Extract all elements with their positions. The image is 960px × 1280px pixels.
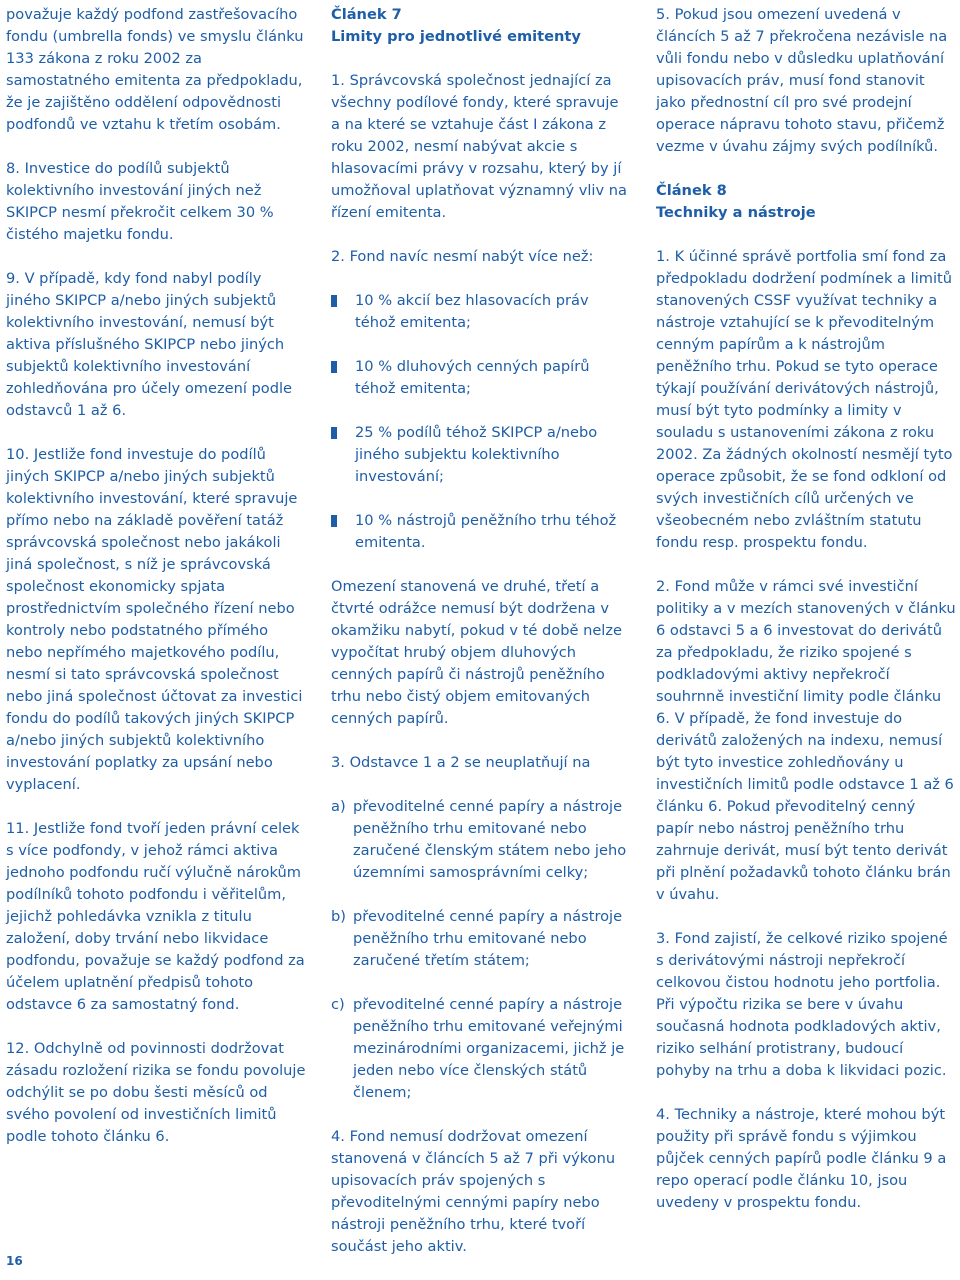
bullet-item — [331, 356, 631, 400]
article-8-number: Článek 8 — [656, 182, 727, 199]
paragraph-10: 10. Jestliže fond investuje do podílů jiných SKIPCP a/nebo jiných subjektů kolektivního investování, které spravuje přímo nebo na základě pověření tatáž správcovská společnost nebo jakákoli jiná společnost, s níž je správcovská společnost ekonomicky spjata prostřednictvím společného řízení nebo kontroly nebo podstatného přímého nebo nepřímého majetkového podílu, nesmí si tato správcovská společnost nebo jiná společnost účtovat za investici fondu do podílů takových jiných SKIPCP a/nebo jiných subjektů kolektivního investování poplatky za upsání nebo vyplacení. — [6, 446, 303, 793]
article-7-paragraph-5: 5. Pokud jsou omezení uvedená v článcích 5 až 7 překročena nezávisle na vůli fondu nebo v důsledku uplatňování upisovacích práv, musí fond stanovit jako přednostní cíl pro své prodejní operace nápravu tohoto stavu, přičemž vezme v úvahu zájmy svých podílníků. — [656, 6, 948, 155]
bullet-item — [331, 290, 631, 334]
article-7-paragraph-4: 4. Fond nemusí dodržovat omezení stanovená v článcích 5 až 7 při výkonu upisovacích práv spojených s převoditelnými cennými papíry nebo nástroji peněžního trhu, které tvoří součást jeho aktiv. — [331, 1128, 616, 1255]
article-8-paragraph-1: 1. K účinné správě portfolia smí fond za předpokladu dodržení podmínek a limitů stanovených CSSF využívat techniky a nástroje vztahující se k převoditelným cenným papírům a k nástrojům peněžního trhu. Pokud se tyto operace týkají používání derivátových nástrojů, musí být tyto podmínky a limity v souladu s ustanoveními zákona z roku 2002. Za žádných okolností nesmějí tyto operace způsobit, že se fond odkloní od svých investičních cílů určených ve všeobecném nebo zvláštním statutu fondu resp. prospektu fondu. — [656, 248, 953, 551]
item-text: převoditelné cenné papíry a nástroje peněžního trhu emitované nebo zaručené třetím státem; — [353, 908, 623, 969]
square-bullet-icon — [331, 427, 337, 439]
item-label: c) — [331, 996, 345, 1013]
paragraph-8: 8. Investice do podílů subjektů kolektivního investování jiných než SKIPCP nesmí překročit celkem 30 % čistého majetku fondu. — [6, 160, 274, 243]
article-8-paragraph-4: 4. Techniky a nástroje, které mohou být použity při správě fondu s výjimkou půjček cenných papírů podle článku 9 a repo operací podle článku 10, jsou uvedeny v prospektu fondu. — [656, 1106, 947, 1211]
column-right — [656, 4, 956, 1236]
bullet-text: 10 % dluhových cenných papírů téhož emitenta; — [355, 358, 590, 397]
column-left — [6, 4, 306, 1170]
article-8-paragraph-2: 2. Fond může v rámci své investiční politiky a v mezích stanovených v článku 6 odstavci 5 a 6 investovat do derivátů za předpokladu, že riziko spojené s podkladovými aktivy nepřekročí souhrnně investiční limity podle článku 6. V případě, že fond investuje do derivátů založených na indexu, nemusí být tyto investice zohledňovány u investičních limitů podle odstavce 1 až 6 článku 6. Pokud převoditelný cenný papír nebo nástroj peněžního trhu zahrnuje derivát, musí být tento derivát při plnění požadavků tohoto článku brán v úvahu. — [656, 578, 956, 903]
square-bullet-icon — [331, 361, 337, 373]
item-label: b) — [331, 908, 346, 925]
lettered-item — [331, 906, 631, 972]
square-bullet-icon — [331, 515, 337, 527]
item-text: převoditelné cenné papíry a nástroje peněžního trhu emitované veřejnými mezinárodními organizacemi, jichž je jeden nebo více členských států členem; — [353, 996, 625, 1101]
article-8-heading — [656, 180, 956, 224]
page-number: 16 — [6, 1254, 23, 1268]
article-7-title: Limity pro jednotlivé emitenty — [331, 28, 581, 45]
article-7-heading — [331, 4, 631, 48]
column-middle — [331, 4, 631, 1280]
article-8-paragraph-3: 3. Fond zajistí, že celkové riziko spojené s derivátovými nástroji nepřekročí celkovou čistou hodnotu jeho portfolia. Při výpočtu rizika se bere v úvahu současná hodnota podkladových aktiv, riziko selhání protistrany, budoucí pohyby na trhu a doba k likvidaci pozic. — [656, 930, 948, 1079]
paragraph-11: 11. Jestliže fond tvoří jeden právní celek s více podfondy, v jehož rámci aktiva jednoho podfondu ručí výlučně nárokům podílníků tohoto podfondu i věřitelům, jejichž pohledávka vznikla z titulu založení, doby trvání nebo likvidace podfondu, považuje se každý podfond za účelem uplatnění předpisů tohoto odstavce 6 za samostatný fond. — [6, 820, 305, 1013]
article-7-paragraph-2: 2. Fond navíc nesmí nabýt více než: — [331, 248, 594, 265]
paragraph-12: 12. Odchylně od povinnosti dodržovat zásadu rozložení rizika se fondu povoluje odchýlit se po dobu šesti měsíců od svého povolení od investičních limitů podle tohoto článku 6. — [6, 1040, 306, 1145]
bullet-text: 25 % podílů téhož SKIPCP a/nebo jiného subjektu kolektivního investování; — [355, 424, 598, 485]
paragraph-9: 9. V případě, kdy fond nabyl podíly jiného SKIPCP a/nebo jiných subjektů kolektivního investování, nemusí být aktiva příslušného SKIPCP nebo jiných subjektů kolektivního investování zohledňována pro účely omezení podle odstavců 1 až 6. — [6, 270, 293, 419]
bullet-text: 10 % akcií bez hlasovacích práv téhož emitenta; — [355, 292, 589, 331]
item-text: převoditelné cenné papíry a nástroje peněžního trhu emitované nebo zaručené členským státem nebo jeho územními samosprávními celky; — [353, 798, 627, 881]
paragraph-continuation: považuje každý podfond zastřešovacího fondu (umbrella fonds) ve smyslu článku 133 zákona z roku 2002 za samostatného emitenta za předpokladu, že je zajištěno oddělení odpovědnosti podfondů ve vztahu k třetím osobám. — [6, 6, 304, 133]
article-7-paragraph-3: 3. Odstavce 1 a 2 se neuplatňují na — [331, 754, 591, 771]
article-8-title: Techniky a nástroje — [656, 204, 816, 221]
lettered-item — [331, 994, 631, 1104]
bullet-item — [331, 422, 631, 488]
article-7-limits-note: Omezení stanovená ve druhé, třetí a čtvrté odrážce nemusí být dodržena v okamžiku nabytí, pokud v té době nelze vypočítat hrubý objem dluhových cenných papírů či nástrojů peněžního trhu nebo čistý objem emitovaných cenných papírů. — [331, 578, 622, 727]
article-7-number: Článek 7 — [331, 6, 402, 23]
article-7-paragraph-1: 1. Správcovská společnost jednající za všechny podílové fondy, které spravuje a na které se vztahuje část I zákona z roku 2002, nesmí nabývat akcie s hlasovacími právy v rozsahu, který by jí umožňoval uplatňovat významný vliv na řízení emitenta. — [331, 72, 627, 221]
bullet-text: 10 % nástrojů peněžního trhu téhož emitenta. — [355, 512, 617, 551]
square-bullet-icon — [331, 295, 337, 307]
bullet-item — [331, 510, 631, 554]
item-label: a) — [331, 798, 346, 815]
lettered-item — [331, 796, 631, 884]
